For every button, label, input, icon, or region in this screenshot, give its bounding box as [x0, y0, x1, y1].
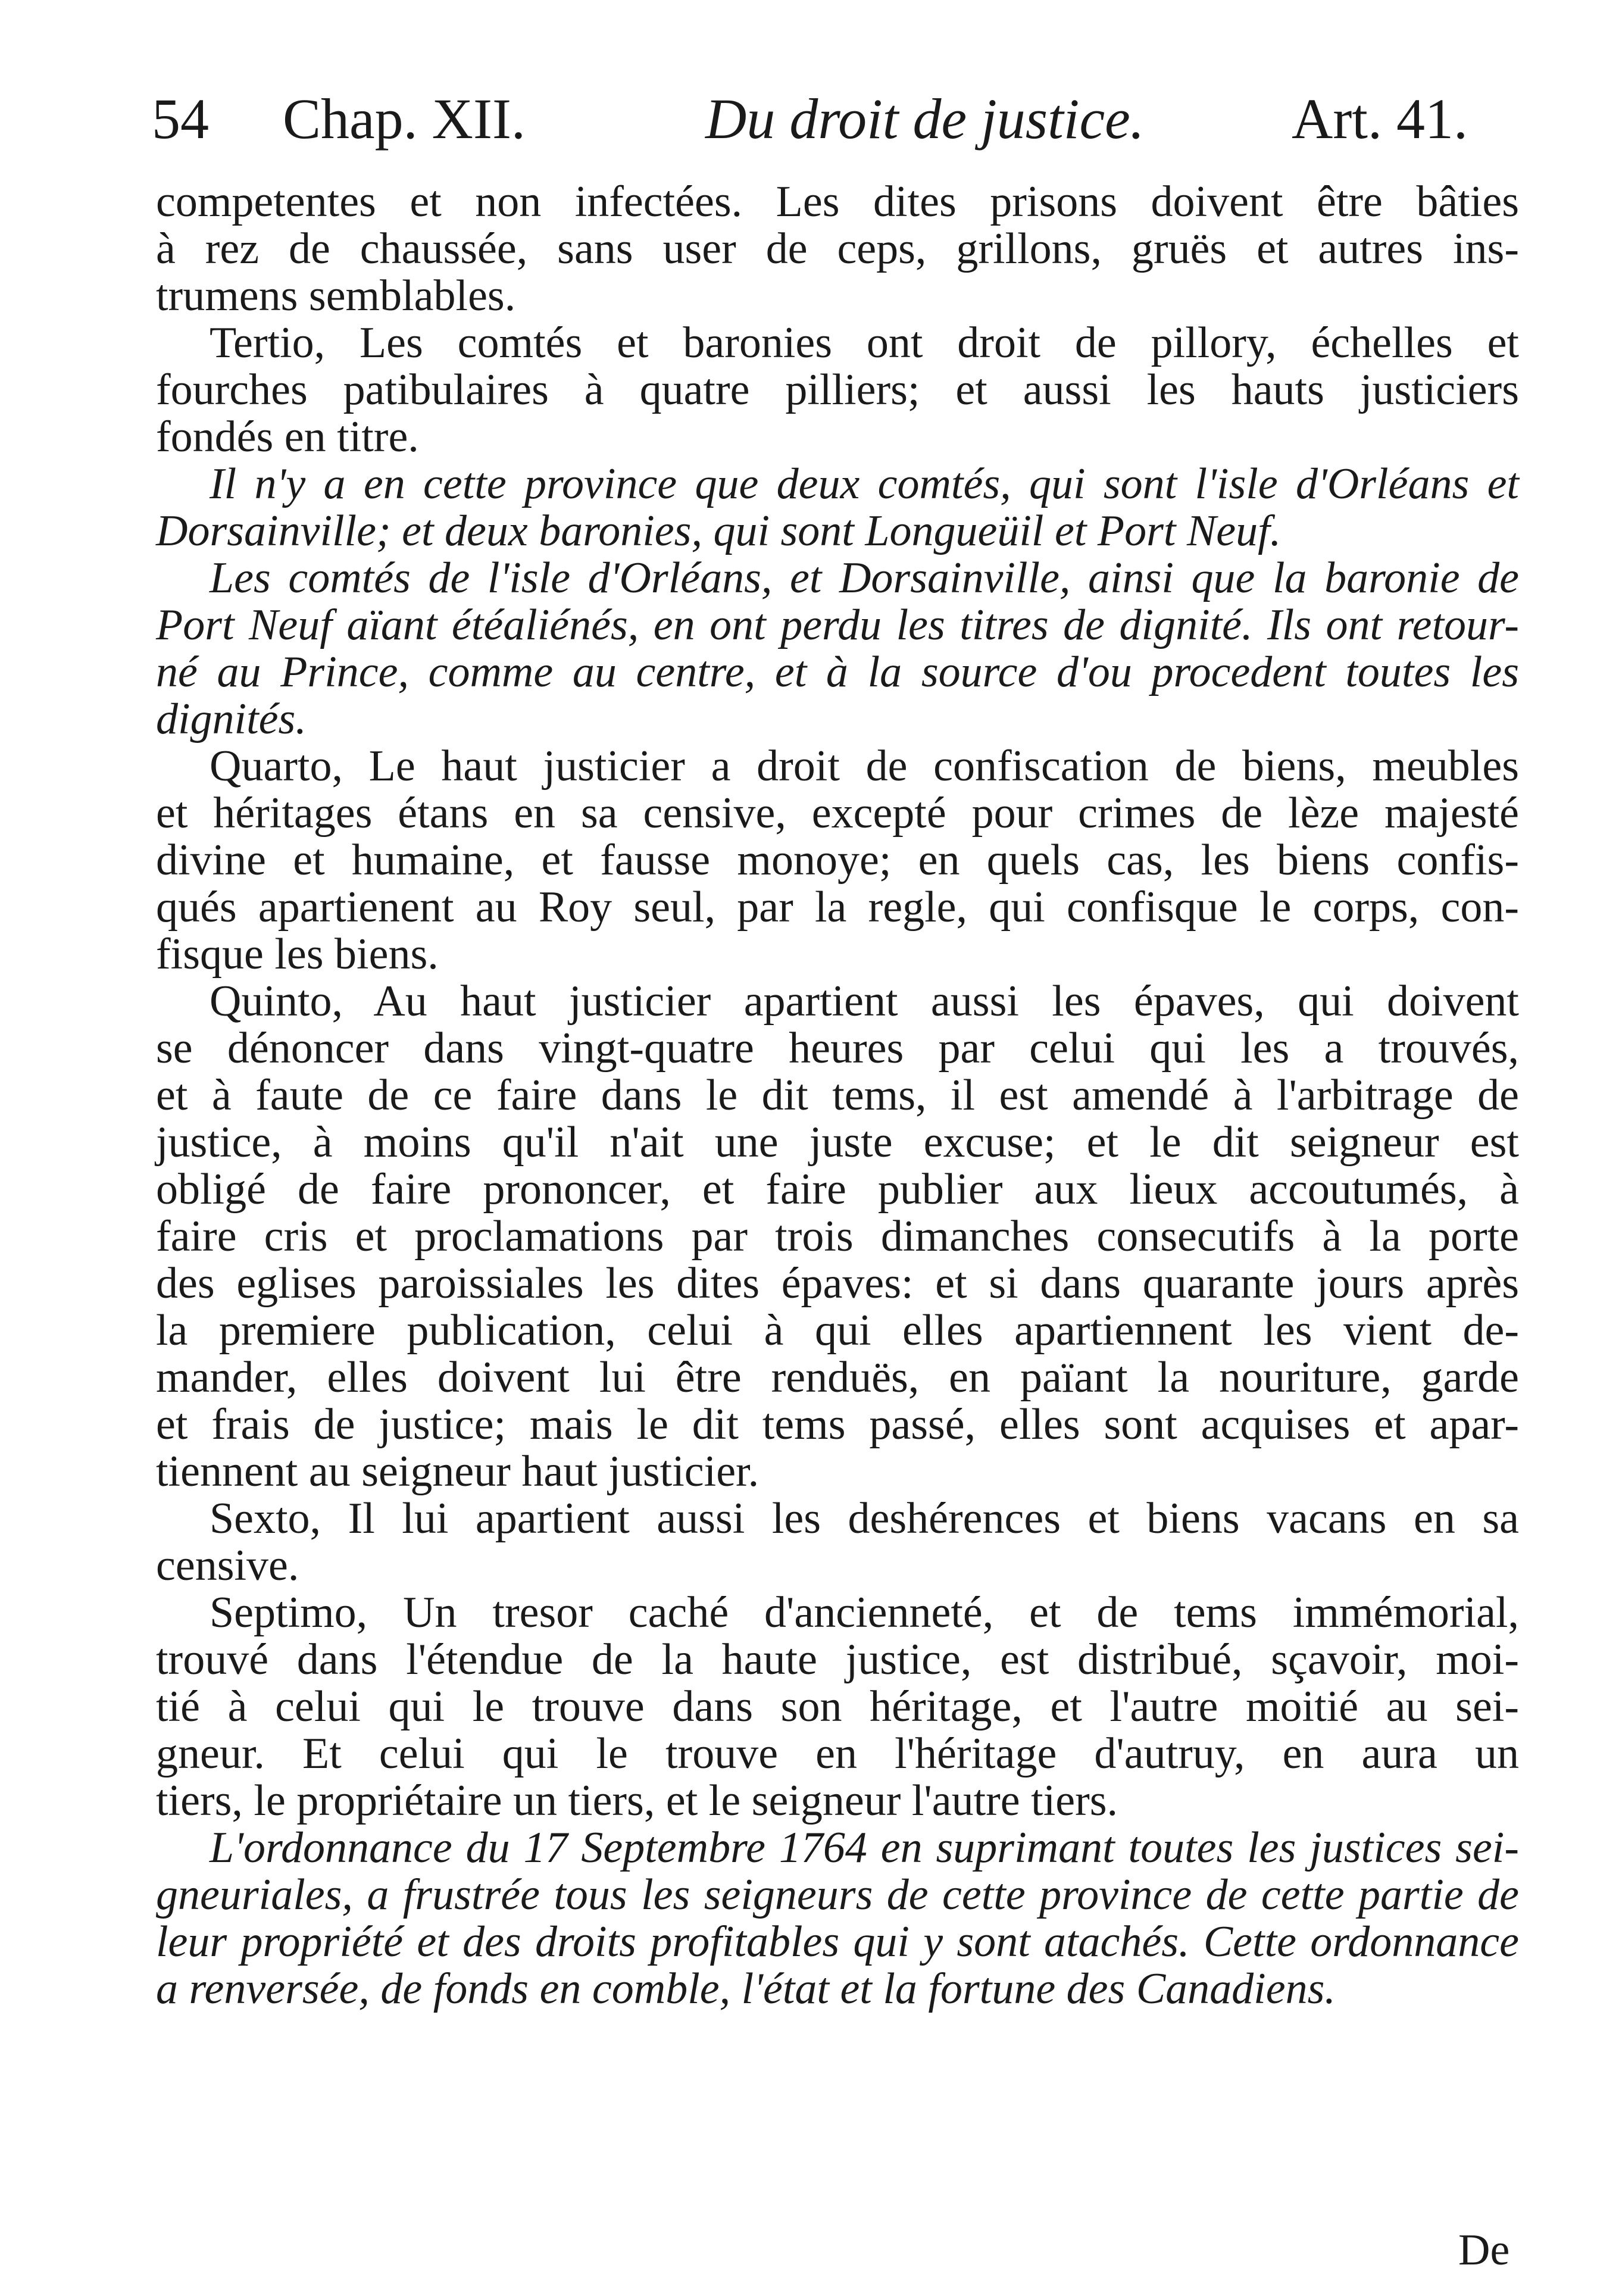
text-line [156, 1495, 1519, 1542]
text-line [156, 931, 1519, 978]
line-text: competentes et non infectées. Les dites prisons doivent être bâties [156, 177, 1519, 226]
text-line [156, 226, 1519, 273]
text-line [156, 461, 1519, 508]
line-text: fondés en titre. [156, 413, 419, 461]
text-line [156, 1260, 1519, 1307]
line-text: à rez de chaussée, sans user de ceps, grillons, gruës et autres ins- [156, 224, 1519, 273]
line-text: des eglises paroissiales les dites épaves: et si dans quarante jours après [156, 1259, 1519, 1308]
line-text: obligé de faire prononcer, et faire publier aux lieux accoutumés, à [156, 1165, 1519, 1214]
text-line [156, 1025, 1519, 1072]
line-text: leur propriété et des droits profitables qui y sont atachés. Cette ordonnance [156, 1917, 1519, 1966]
line-text: la premiere publication, celui à qui elles apartiennent les vient de- [156, 1306, 1519, 1355]
paragraph [156, 978, 1519, 1495]
line-text: Dorsainville; et deux baronies, qui sont Longueüil et Port Neuf. [156, 507, 1282, 555]
text-line [156, 179, 1519, 226]
line-text: et héritages étans en sa censive, excepté pour crimes de lèze majesté [156, 789, 1519, 838]
text-line [156, 1166, 1519, 1213]
text-line [156, 1966, 1519, 2013]
line-text: Port Neuf aïant étéaliénés, en ont perdu les titres de dignité. Ils ont retour- [156, 601, 1519, 649]
text-line [156, 1872, 1519, 1919]
paragraph [156, 555, 1519, 743]
line-text: gneur. Et celui qui le trouve en l'héritage d'autruy, en aura un [156, 1729, 1519, 1778]
line-text: Sexto, Il lui apartient aussi les deshérences et biens vacans en sa [210, 1494, 1519, 1543]
text-line [156, 508, 1519, 555]
page-number: 54 [152, 87, 209, 151]
chapter-heading: Chap. XII. [283, 87, 526, 151]
line-text: fourches patibulaires à quatre pilliers; et aussi les hauts justiciers [156, 366, 1519, 414]
line-text: a renversée, de fonds en comble, l'état et la fortune des Canadiens. [156, 1964, 1336, 2013]
paragraph [156, 1495, 1519, 1589]
paragraph [156, 1589, 1519, 1825]
text-line [156, 1354, 1519, 1401]
line-text: censive. [156, 1541, 299, 1590]
text-line [156, 273, 1519, 320]
line-text: Quarto, Le haut justicier a droit de confiscation de biens, meubles [210, 742, 1519, 791]
line-text: Tertio, Les comtés et baronies ont droit de pillory, échelles et [210, 318, 1519, 367]
text-line [156, 602, 1519, 649]
line-text: se dénoncer dans vingt-quatre heures par celui qui les a trouvés, [156, 1024, 1519, 1073]
line-text: né au Prince, comme au centre, et à la source d'ou procedent toutes les [156, 648, 1519, 696]
line-text: mander, elles doivent lui être renduës, en païant la nouriture, garde [156, 1353, 1519, 1402]
text-line [156, 743, 1519, 790]
text-line [156, 1542, 1519, 1589]
running-header [152, 77, 1539, 161]
text-line [156, 1401, 1519, 1448]
line-text: divine et humaine, et fausse monoye; en quels cas, les biens confis- [156, 836, 1519, 885]
line-text: faire cris et proclamations par trois dimanches consecutifs à la porte [156, 1212, 1519, 1261]
line-text: gneuriales, a frustrée tous les seigneurs de cette province de cette partie de [156, 1870, 1519, 1919]
text-line [156, 1307, 1519, 1354]
line-text: et à faute de ce faire dans le dit tems, il est amendé à l'arbitrage de [156, 1071, 1519, 1120]
line-text: Les comtés de l'isle d'Orléans, et Dorsainville, ainsi que la baronie de [210, 554, 1519, 602]
text-line [156, 1213, 1519, 1260]
text-line [156, 1778, 1519, 1825]
text-line [156, 414, 1519, 461]
text-line [156, 649, 1519, 696]
text-line [156, 555, 1519, 602]
page-body-text [156, 179, 1519, 2013]
paragraph [156, 1825, 1519, 2013]
text-line [156, 1683, 1519, 1730]
text-line [156, 837, 1519, 884]
text-line [156, 696, 1519, 743]
text-line [156, 1448, 1519, 1495]
line-text: dignités. [156, 695, 307, 744]
paragraph [156, 743, 1519, 978]
text-line [156, 1119, 1519, 1166]
paragraph [156, 179, 1519, 320]
line-text: Quinto, Au haut justicier apartient aussi les épaves, qui doivent [210, 977, 1519, 1026]
text-line [156, 320, 1519, 367]
section-title: Du droit de justice. [705, 87, 1145, 151]
paragraph [156, 461, 1519, 555]
text-line [156, 1825, 1519, 1872]
article-number: Art. 41. [1292, 87, 1468, 151]
line-text: fisque les biens. [156, 930, 439, 979]
line-text: Septimo, Un tresor caché d'ancienneté, et de tems immémorial, [210, 1588, 1519, 1637]
line-text: L'ordonnance du 17 Septembre 1764 en suprimant toutes les justices sei- [210, 1823, 1519, 1872]
text-line [156, 1636, 1519, 1683]
text-line [156, 1072, 1519, 1119]
text-line [156, 1730, 1519, 1778]
text-line [156, 367, 1519, 414]
text-line [156, 884, 1519, 931]
text-line [156, 790, 1519, 837]
text-line [156, 1589, 1519, 1636]
line-text: justice, à moins qu'il n'ait une juste excuse; et le dit seigneur est [156, 1118, 1519, 1167]
catchword: De [1458, 2226, 1510, 2275]
line-text: qués apartienent au Roy seul, par la regle, qui confisque le corps, con- [156, 883, 1519, 932]
line-text: Il n'y a en cette province que deux comtés, qui sont l'isle d'Orléans et [210, 460, 1519, 508]
paragraph [156, 320, 1519, 461]
line-text: et frais de justice; mais le dit tems passé, elles sont acquises et apar- [156, 1400, 1519, 1449]
line-text: tiers, le propriétaire un tiers, et le seigneur l'autre tiers. [156, 1776, 1118, 1825]
text-line [156, 1919, 1519, 1966]
line-text: trumens semblables. [156, 271, 516, 320]
line-text: tié à celui qui le trouve dans son héritage, et l'autre moitié au sei- [156, 1682, 1519, 1731]
text-line [156, 978, 1519, 1025]
line-text: tiennent au seigneur haut justicier. [156, 1447, 760, 1496]
line-text: trouvé dans l'étendue de la haute justice, est distribué, sçavoir, moi- [156, 1635, 1519, 1684]
